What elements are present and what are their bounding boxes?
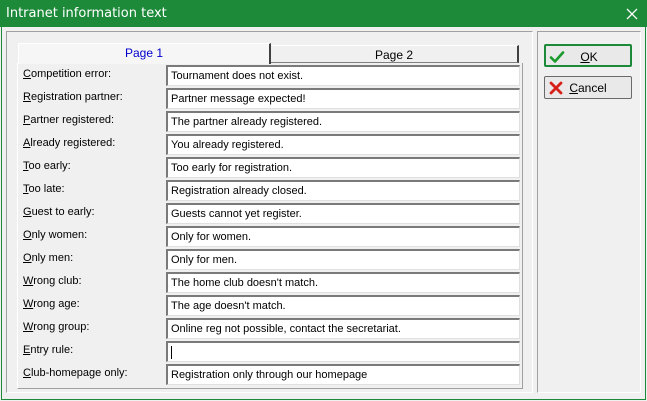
ok-button[interactable] [544, 44, 632, 67]
form-row-entry-rule [18, 341, 524, 361]
partner-registered-field[interactable]: The partner already registered. [166, 111, 520, 132]
wrong-club-field[interactable]: The home club doesn't match. [166, 272, 520, 293]
button-panel [537, 31, 641, 393]
entry-rule-field[interactable] [166, 341, 520, 362]
dialog-client-area [1, 27, 646, 400]
form-row-competition-error [18, 65, 524, 85]
guest-to-early-field[interactable]: Guests cannot yet register. [166, 203, 520, 224]
club-homepage-only-field[interactable]: Registration only through our homepage [166, 364, 520, 385]
label-too-late: Too late: [23, 183, 65, 195]
form-row-only-women [18, 226, 524, 246]
label-already-registered: Already registered: [23, 137, 116, 149]
only-men-field[interactable]: Only for men. [166, 249, 520, 270]
form-row-already-registered [18, 134, 524, 154]
cancel-button[interactable] [544, 76, 632, 99]
form-row-only-men [18, 249, 524, 269]
ok-button-label: OK [580, 50, 598, 64]
form-row-wrong-age [18, 295, 524, 315]
already-registered-field[interactable]: You already registered. [166, 134, 520, 155]
label-only-women: Only women: [23, 229, 88, 241]
label-guest-to-early: Guest to early: [23, 206, 95, 218]
label-only-men: Only men: [23, 252, 74, 264]
tab-page-2[interactable] [271, 45, 519, 63]
only-women-field[interactable]: Only for women. [166, 226, 520, 247]
tab-page-1[interactable] [18, 43, 271, 64]
form-row-too-late [18, 180, 524, 200]
form-row-guest-to-early [18, 203, 524, 223]
tab-page-2-label: Page 2 [374, 48, 414, 62]
text-caret [171, 346, 172, 359]
form-row-wrong-club [18, 272, 524, 292]
close-icon [626, 8, 638, 20]
form-row-wrong-group [18, 318, 524, 338]
tab-control-panel [6, 31, 533, 393]
label-wrong-age: Wrong age: [23, 298, 80, 310]
label-entry-rule: Entry rule: [23, 344, 74, 356]
label-wrong-group: Wrong group: [23, 321, 90, 333]
registration-partner-field[interactable]: Partner message expected! [166, 88, 520, 109]
too-late-field[interactable]: Registration already closed. [166, 180, 520, 201]
form-row-registration-partner [18, 88, 524, 108]
close-button[interactable] [617, 0, 647, 27]
cancel-button-label: Cancel [569, 81, 607, 95]
competition-error-field[interactable]: Tournament does not exist. [166, 65, 520, 86]
too-early-field[interactable]: Too early for registration. [166, 157, 520, 178]
title-bar [0, 0, 647, 27]
tab-page-content [17, 63, 523, 389]
form-row-club-homepage-only [18, 364, 524, 384]
label-partner-registered: Partner registered: [23, 114, 115, 126]
wrong-age-field[interactable]: The age doesn't match. [166, 295, 520, 316]
form-row-partner-registered [18, 111, 524, 131]
tab-page-1-label: Page 1 [124, 46, 164, 60]
label-competition-error: Competition error: [23, 68, 112, 80]
label-too-early: Too early: [23, 160, 71, 172]
label-wrong-club: Wrong club: [23, 275, 82, 287]
label-registration-partner: Registration partner: [23, 91, 123, 103]
window-title: Intranet information text [6, 6, 167, 21]
form-row-too-early [18, 157, 524, 177]
wrong-group-field[interactable]: Online reg not possible, contact the secretariat. [166, 318, 520, 339]
label-club-homepage-only: Club-homepage only: [23, 367, 128, 379]
